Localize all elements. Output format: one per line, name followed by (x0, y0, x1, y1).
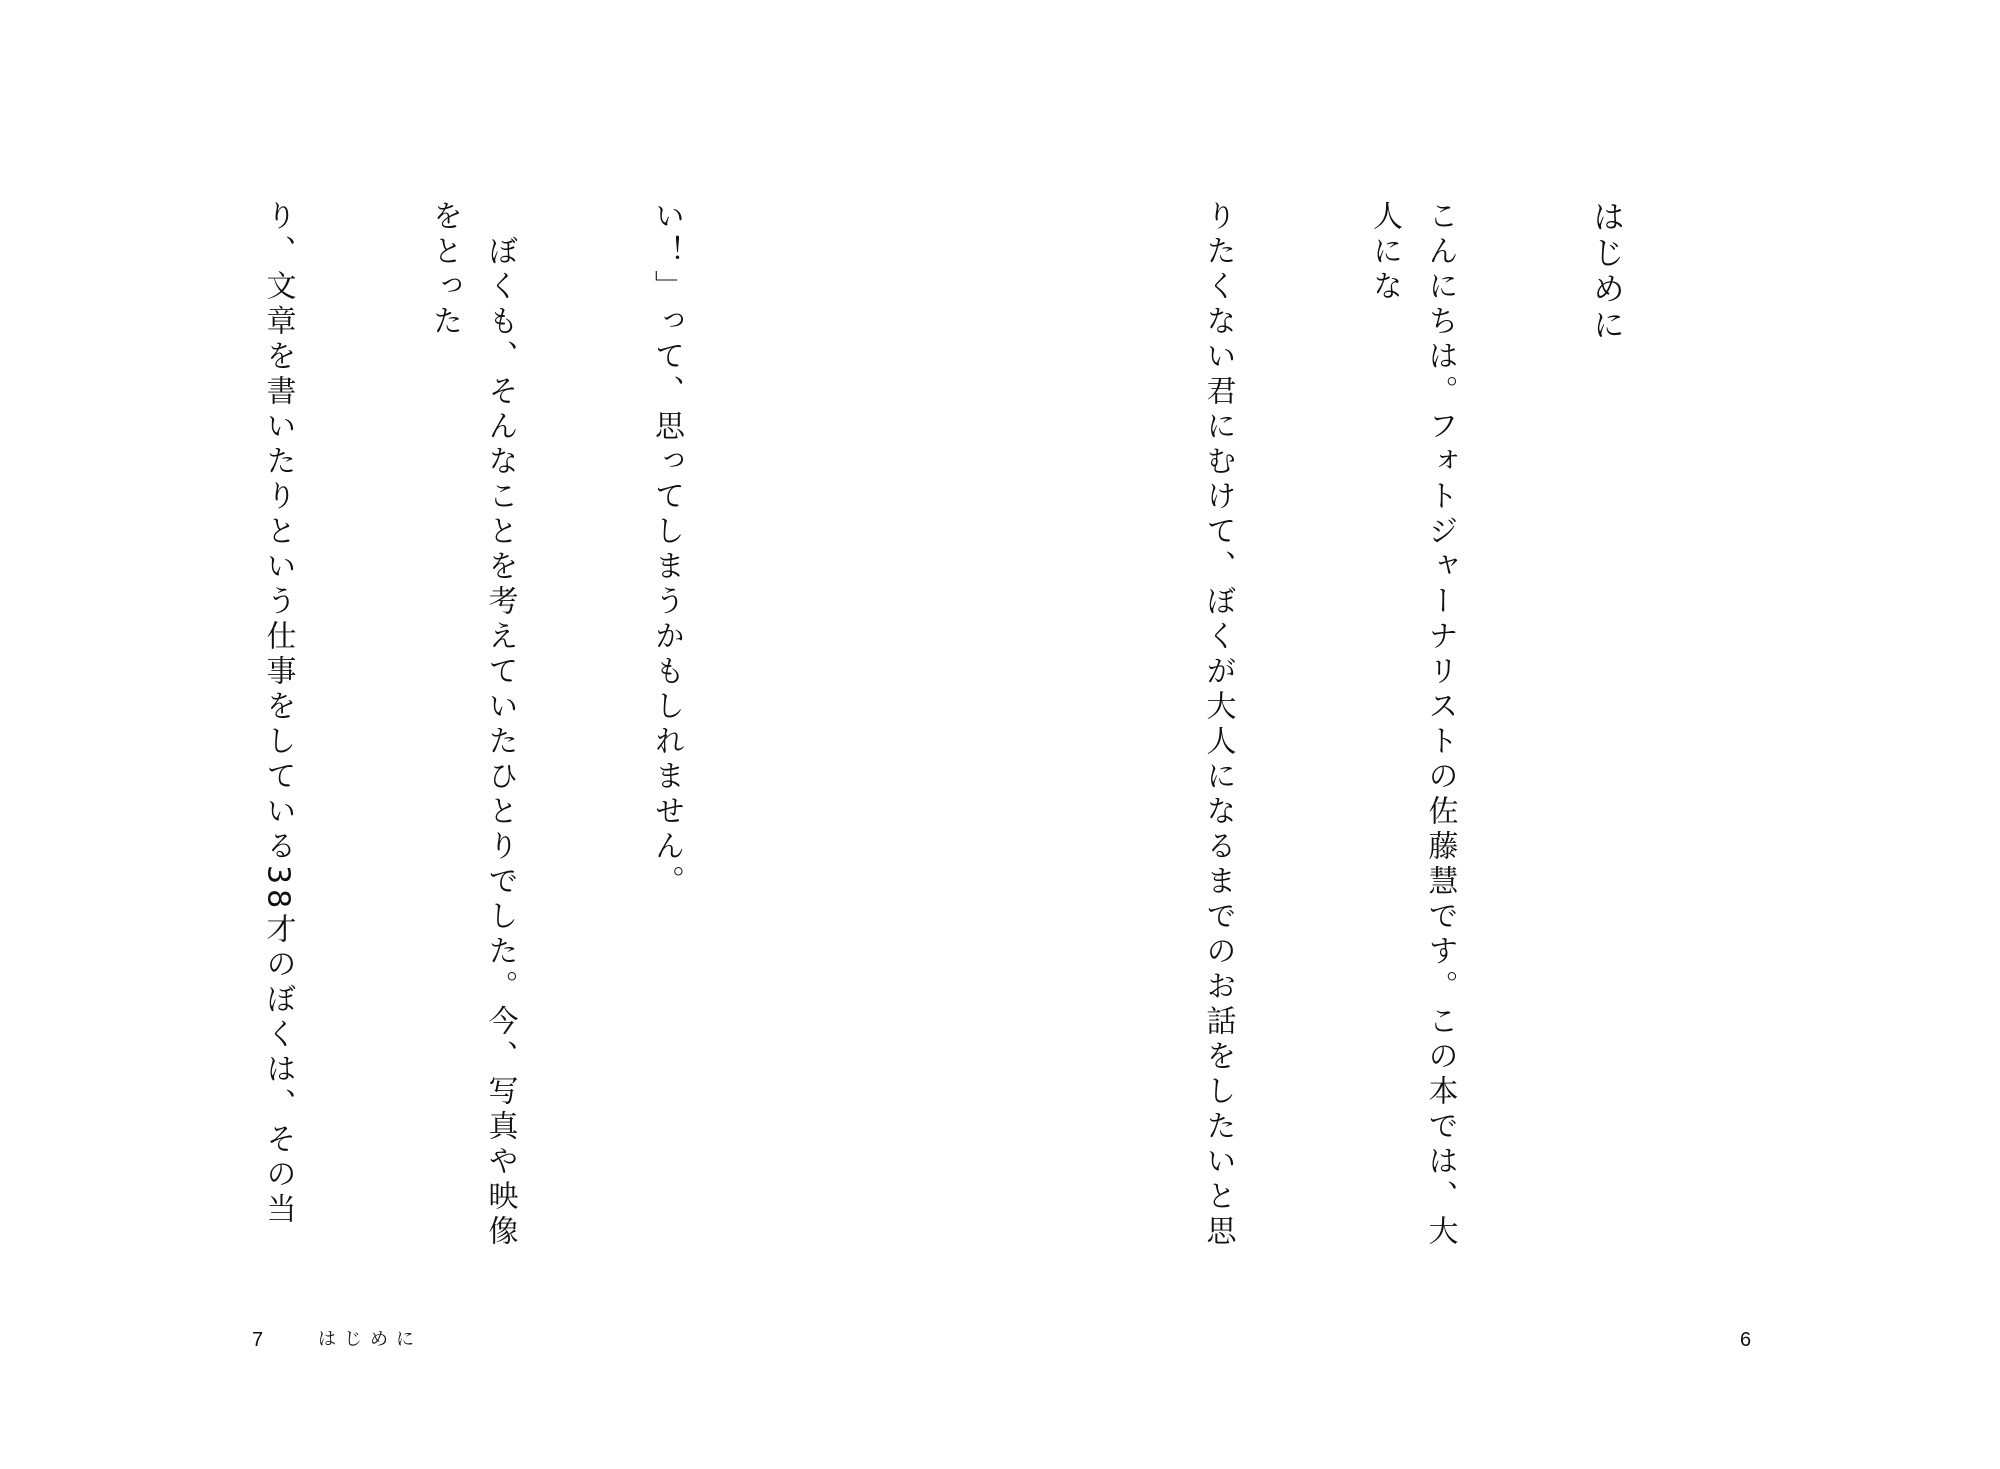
page-number-left: 7 (252, 1329, 264, 1351)
right-page-text (1185, 200, 1745, 1250)
text-line: ぼくも、そんなことを考えていたひとりでした。今、写真や映像をとった (427, 200, 518, 1250)
text-line: こんにちは。フォトジャーナリストの佐藤慧です。この本では、大人にな (1367, 200, 1458, 1250)
text-line: りたくない君にむけて、ぼくが大人になるまでのお話をしたいと思 (1200, 200, 1236, 1250)
page-number-right: 6 (1740, 1329, 1752, 1351)
text-line: り、文章を書いたりという仕事をしている38才のぼくは、その当 (260, 200, 296, 1229)
text-line: い！」って、思ってしまうかもしれません。 (649, 200, 684, 900)
left-page-text (240, 200, 805, 1250)
chapter-heading: はじめに (1588, 200, 1626, 344)
running-head: はじめに (318, 1329, 422, 1350)
